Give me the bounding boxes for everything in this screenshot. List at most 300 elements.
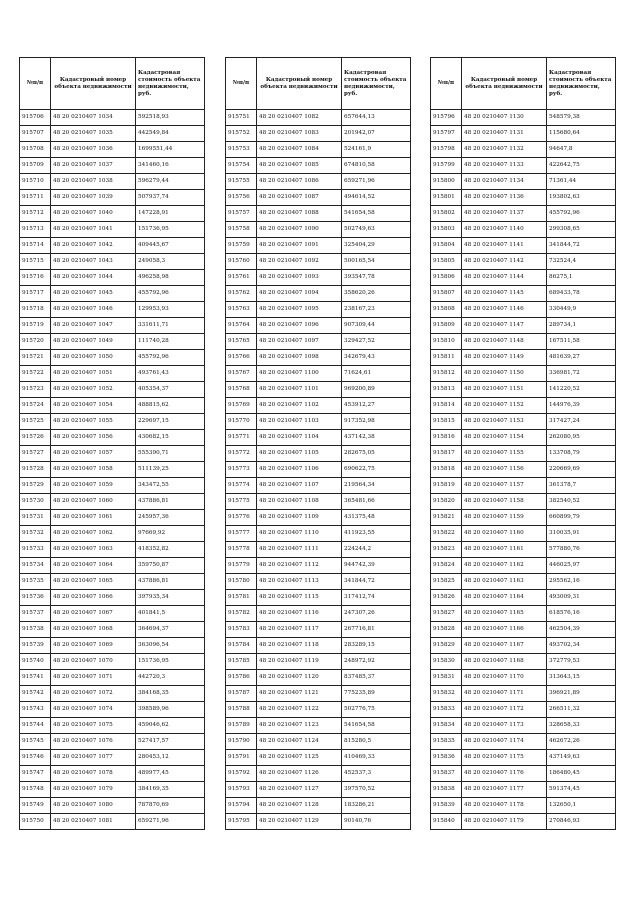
cadastral-value: 328658,33: [547, 718, 616, 734]
cadastral-value: 527417,57: [136, 734, 205, 750]
table-row: [431, 206, 616, 222]
cadastral-value: 401841,5: [136, 606, 205, 622]
cadastral-value: 248972,92: [342, 654, 411, 670]
table-row: [431, 126, 616, 142]
cadastral-number: 48 20 0210407 1154: [462, 430, 547, 446]
cadastral-value: 266511,32: [547, 702, 616, 718]
table-row: [226, 654, 411, 670]
cadastral-value: 289734,1: [547, 318, 616, 334]
cadastral-number: 48 20 0210407 1071: [51, 670, 136, 686]
table-row: [431, 622, 616, 638]
table-row: [431, 446, 616, 462]
row-number: 915755: [226, 174, 257, 190]
table-row: [226, 478, 411, 494]
cadastral-number: 48 20 0210407 1140: [462, 222, 547, 238]
cadastral-number: 48 20 0210407 1046: [51, 302, 136, 318]
cadastral-value: 511139,25: [136, 462, 205, 478]
cadastral-value: 229697,15: [136, 414, 205, 430]
row-number: 915781: [226, 590, 257, 606]
row-number: 915759: [226, 238, 257, 254]
row-number: 915765: [226, 334, 257, 350]
cadastral-number: 48 20 0210407 1117: [257, 622, 342, 638]
cadastral-value: 455792,96: [136, 286, 205, 302]
cadastral-value: 71624,61: [342, 366, 411, 382]
cadastral-value: 97669,92: [136, 526, 205, 542]
cadastral-number: 48 20 0210407 1087: [257, 190, 342, 206]
table-row: [226, 798, 411, 814]
row-number: 915829: [431, 638, 462, 654]
cadastral-value: 398589,96: [136, 702, 205, 718]
cadastral-value: 133708,79: [547, 446, 616, 462]
table-row: [20, 350, 205, 366]
row-number: 915767: [226, 366, 257, 382]
cadastral-value: 111740,28: [136, 334, 205, 350]
cadastral-number: 48 20 0210407 1147: [462, 318, 547, 334]
table-row: [431, 590, 616, 606]
cadastral-number: 48 20 0210407 1129: [257, 814, 342, 830]
cadastral-number: 48 20 0210407 1122: [257, 702, 342, 718]
table-row: [20, 718, 205, 734]
row-number: 915763: [226, 302, 257, 318]
table-row: [431, 414, 616, 430]
table-row: [226, 558, 411, 574]
row-number: 915720: [20, 334, 51, 350]
table-row: [431, 222, 616, 238]
row-number: 915800: [431, 174, 462, 190]
row-number: 915726: [20, 430, 51, 446]
row-number: 915749: [20, 798, 51, 814]
table-row: [431, 734, 616, 750]
row-number: 915806: [431, 270, 462, 286]
cadastral-number: 48 20 0210407 1105: [257, 446, 342, 462]
cadastral-number: 48 20 0210407 1063: [51, 542, 136, 558]
table-row: [20, 142, 205, 158]
table-row: [20, 814, 205, 830]
cadastral-value: 220669,69: [547, 462, 616, 478]
table-row: [20, 430, 205, 446]
row-number: 915771: [226, 430, 257, 446]
row-number: 915730: [20, 494, 51, 510]
table-row: [226, 366, 411, 382]
cadastral-value: 384169,35: [136, 782, 205, 798]
row-number: 915815: [431, 414, 462, 430]
table-row: [226, 318, 411, 334]
table-row: [431, 286, 616, 302]
cadastral-value: 452537,3: [342, 766, 411, 782]
row-number: 915719: [20, 318, 51, 334]
cadastral-number: 48 20 0210407 1059: [51, 478, 136, 494]
table-row: [431, 542, 616, 558]
cadastral-number: 48 20 0210407 1096: [257, 318, 342, 334]
row-number: 915724: [20, 398, 51, 414]
cadastral-value: 325404,29: [342, 238, 411, 254]
table-row: [20, 526, 205, 542]
cadastral-value: 147228,91: [136, 206, 205, 222]
cadastral-number: 48 20 0210407 1083: [257, 126, 342, 142]
cadastral-value: 689433,78: [547, 286, 616, 302]
cadastral-number: 48 20 0210407 1075: [51, 718, 136, 734]
cadastral-number: 48 20 0210407 1049: [51, 334, 136, 350]
row-number: 915722: [20, 366, 51, 382]
table-row: [431, 782, 616, 798]
cadastral-number: 48 20 0210407 1095: [257, 302, 342, 318]
row-number: 915743: [20, 702, 51, 718]
table-row: [431, 702, 616, 718]
cadastral-number: 48 20 0210407 1132: [462, 142, 547, 158]
cadastral-value: 224244,2: [342, 542, 411, 558]
row-number: 915753: [226, 142, 257, 158]
cadastral-number: 48 20 0210407 1039: [51, 190, 136, 206]
cadastral-value: 186480,45: [547, 766, 616, 782]
table-row: [226, 702, 411, 718]
table-row: [431, 750, 616, 766]
cadastral-value: 270846,93: [547, 814, 616, 830]
cadastral-number: 48 20 0210407 1127: [257, 782, 342, 798]
row-number: 915779: [226, 558, 257, 574]
cadastral-value: 502749,63: [342, 222, 411, 238]
cadastral-number: 48 20 0210407 1098: [257, 350, 342, 366]
table-row: [431, 190, 616, 206]
cadastral-value: 409445,67: [136, 238, 205, 254]
cadastral-value: 343472,55: [136, 478, 205, 494]
cadastral-number: 48 20 0210407 1040: [51, 206, 136, 222]
cadastral-value: 437886,81: [136, 574, 205, 590]
table-row: [20, 446, 205, 462]
table-row: [431, 158, 616, 174]
cadastral-number: 48 20 0210407 1051: [51, 366, 136, 382]
row-number: 915787: [226, 686, 257, 702]
row-number: 915729: [20, 478, 51, 494]
cadastral-value: 907309,44: [342, 318, 411, 334]
cadastral-value: 282675,05: [342, 446, 411, 462]
cadastral-value: 422642,75: [547, 158, 616, 174]
cadastral-value: 364694,37: [136, 622, 205, 638]
cadastral-value: 219564,34: [342, 478, 411, 494]
cadastral-value: 141220,52: [547, 382, 616, 398]
table-row: [226, 510, 411, 526]
row-number: 915748: [20, 782, 51, 798]
cadastral-number: 48 20 0210407 1044: [51, 270, 136, 286]
table-row: [20, 734, 205, 750]
row-number: 915756: [226, 190, 257, 206]
cadastral-number: 48 20 0210407 1141: [462, 238, 547, 254]
cadastral-number: 48 20 0210407 1121: [257, 686, 342, 702]
cadastral-value: 71361,44: [547, 174, 616, 190]
row-number: 915731: [20, 510, 51, 526]
table-row: [20, 382, 205, 398]
cadastral-number: 48 20 0210407 1155: [462, 446, 547, 462]
cadastral-number: 48 20 0210407 1065: [51, 574, 136, 590]
header-num: №п/п: [431, 58, 462, 110]
cadastral-value: 577880,76: [547, 542, 616, 558]
cadastral-value: 591374,45: [547, 782, 616, 798]
table-row: [20, 670, 205, 686]
cadastral-number: 48 20 0210407 1136: [462, 190, 547, 206]
table-row: [226, 686, 411, 702]
row-number: 915792: [226, 766, 257, 782]
row-number: 915818: [431, 462, 462, 478]
cadastral-number: 48 20 0210407 1090: [257, 222, 342, 238]
row-number: 915784: [226, 638, 257, 654]
row-number: 915707: [20, 126, 51, 142]
cadastral-number: 48 20 0210407 1156: [462, 462, 547, 478]
header-cadastral-number: Кадастровый номер объекта недвижимости: [51, 58, 136, 110]
row-number: 915760: [226, 254, 257, 270]
cadastral-number: 48 20 0210407 1151: [462, 382, 547, 398]
cadastral-table-3: [430, 57, 616, 830]
cadastral-value: 437149,63: [547, 750, 616, 766]
table-row: [20, 654, 205, 670]
row-number: 915826: [431, 590, 462, 606]
cadastral-number: 48 20 0210407 1159: [462, 510, 547, 526]
table-row: [431, 718, 616, 734]
table-row: [431, 814, 616, 830]
header-cadastral-value: Кадастровая стоимость объекта недвижимости, руб.: [136, 58, 205, 110]
cadastral-value: 247307,26: [342, 606, 411, 622]
cadastral-number: 48 20 0210407 1078: [51, 766, 136, 782]
row-number: 915782: [226, 606, 257, 622]
cadastral-value: 455792,96: [547, 206, 616, 222]
cadastral-number: 48 20 0210407 1118: [257, 638, 342, 654]
cadastral-number: 48 20 0210407 1165: [462, 606, 547, 622]
cadastral-value: 969200,89: [342, 382, 411, 398]
cadastral-number: 48 20 0210407 1164: [462, 590, 547, 606]
cadastral-value: 507937,74: [136, 190, 205, 206]
row-number: 915801: [431, 190, 462, 206]
cadastral-number: 48 20 0210407 1166: [462, 622, 547, 638]
row-number: 915837: [431, 766, 462, 782]
row-number: 915768: [226, 382, 257, 398]
row-number: 915797: [431, 126, 462, 142]
cadastral-number: 48 20 0210407 1043: [51, 254, 136, 270]
cadastral-number: 48 20 0210407 1062: [51, 526, 136, 542]
row-number: 915714: [20, 238, 51, 254]
table-row: [431, 318, 616, 334]
row-number: 915738: [20, 622, 51, 638]
table-row: [20, 686, 205, 702]
cadastral-number: 48 20 0210407 1125: [257, 750, 342, 766]
row-number: 915816: [431, 430, 462, 446]
row-number: 915820: [431, 494, 462, 510]
cadastral-value: 411923,55: [342, 526, 411, 542]
cadastral-number: 48 20 0210407 1035: [51, 126, 136, 142]
cadastral-value: 453912,27: [342, 398, 411, 414]
cadastral-number: 48 20 0210407 1142: [462, 254, 547, 270]
cadastral-number: 48 20 0210407 1109: [257, 510, 342, 526]
cadastral-value: 659271,96: [342, 174, 411, 190]
row-number: 915757: [226, 206, 257, 222]
row-number: 915716: [20, 270, 51, 286]
row-number: 915721: [20, 350, 51, 366]
table-row: [20, 510, 205, 526]
cadastral-value: 917352,98: [342, 414, 411, 430]
cadastral-number: 48 20 0210407 1061: [51, 510, 136, 526]
cadastral-value: 397935,34: [136, 590, 205, 606]
cadastral-number: 48 20 0210407 1103: [257, 414, 342, 430]
cadastral-value: 787870,69: [136, 798, 205, 814]
row-number: 915723: [20, 382, 51, 398]
row-number: 915808: [431, 302, 462, 318]
cadastral-number: 48 20 0210407 1091: [257, 238, 342, 254]
header-cadastral-number: Кадастровый номер объекта недвижимости: [257, 58, 342, 110]
cadastral-number: 48 20 0210407 1146: [462, 302, 547, 318]
cadastral-value: 659271,96: [136, 814, 205, 830]
cadastral-value: 129953,93: [136, 302, 205, 318]
cadastral-number: 48 20 0210407 1076: [51, 734, 136, 750]
table-row: [20, 398, 205, 414]
table-row: [431, 606, 616, 622]
table-row: [226, 142, 411, 158]
cadastral-value: 393547,78: [342, 270, 411, 286]
row-number: 915772: [226, 446, 257, 462]
table-row: [20, 334, 205, 350]
row-number: 915774: [226, 478, 257, 494]
cadastral-number: 48 20 0210407 1104: [257, 430, 342, 446]
table-row: [226, 590, 411, 606]
cadastral-value: 317427,24: [547, 414, 616, 430]
cadastral-value: 363096,54: [136, 638, 205, 654]
table-row: [20, 318, 205, 334]
cadastral-number: 48 20 0210407 1145: [462, 286, 547, 302]
cadastral-number: 48 20 0210407 1080: [51, 798, 136, 814]
cadastral-value: 657644,13: [342, 110, 411, 126]
row-number: 915776: [226, 510, 257, 526]
cadastral-value: 359750,87: [136, 558, 205, 574]
cadastral-value: 151736,95: [136, 222, 205, 238]
row-number: 915718: [20, 302, 51, 318]
row-number: 915710: [20, 174, 51, 190]
cadastral-value: 201942,07: [342, 126, 411, 142]
cadastral-value: 618576,16: [547, 606, 616, 622]
table-row: [431, 366, 616, 382]
cadastral-number: 48 20 0210407 1150: [462, 366, 547, 382]
cadastral-number: 48 20 0210407 1152: [462, 398, 547, 414]
cadastral-number: 48 20 0210407 1133: [462, 158, 547, 174]
row-number: 915789: [226, 718, 257, 734]
cadastral-number: 48 20 0210407 1056: [51, 430, 136, 446]
row-number: 915795: [226, 814, 257, 830]
cadastral-number: 48 20 0210407 1066: [51, 590, 136, 606]
cadastral-number: 48 20 0210407 1107: [257, 478, 342, 494]
row-number: 915725: [20, 414, 51, 430]
cadastral-value: 115680,64: [547, 126, 616, 142]
row-number: 915811: [431, 350, 462, 366]
table-row: [20, 766, 205, 782]
row-number: 915746: [20, 750, 51, 766]
table-row: [226, 734, 411, 750]
cadastral-value: 431375,48: [342, 510, 411, 526]
table-row: [226, 126, 411, 142]
row-number: 915825: [431, 574, 462, 590]
row-number: 915812: [431, 366, 462, 382]
table-row: [226, 606, 411, 622]
table-row: [431, 526, 616, 542]
table-row: [226, 254, 411, 270]
cadastral-number: 48 20 0210407 1108: [257, 494, 342, 510]
cadastral-number: 48 20 0210407 1041: [51, 222, 136, 238]
row-number: 915734: [20, 558, 51, 574]
cadastral-value: 336981,72: [547, 366, 616, 382]
cadastral-value: 410469,33: [342, 750, 411, 766]
table-row: [226, 494, 411, 510]
table-header-row: [20, 58, 205, 110]
row-number: 915778: [226, 542, 257, 558]
cadastral-value: 384168,35: [136, 686, 205, 702]
cadastral-value: 442549,84: [136, 126, 205, 142]
row-number: 915788: [226, 702, 257, 718]
cadastral-value: 151736,95: [136, 654, 205, 670]
table-row: [431, 110, 616, 126]
table-row: [20, 574, 205, 590]
table-row: [431, 254, 616, 270]
row-number: 915805: [431, 254, 462, 270]
cadastral-value: 238167,23: [342, 302, 411, 318]
cadastral-number: 48 20 0210407 1082: [257, 110, 342, 126]
table-row: [226, 190, 411, 206]
cadastral-number: 48 20 0210407 1097: [257, 334, 342, 350]
cadastral-value: 382540,52: [547, 494, 616, 510]
row-number: 915838: [431, 782, 462, 798]
cadastral-number: 48 20 0210407 1074: [51, 702, 136, 718]
cadastral-number: 48 20 0210407 1157: [462, 478, 547, 494]
table-row: [20, 542, 205, 558]
table-row: [431, 430, 616, 446]
cadastral-number: 48 20 0210407 1094: [257, 286, 342, 302]
cadastral-value: 358620,26: [342, 286, 411, 302]
table-row: [431, 238, 616, 254]
table-row: [431, 558, 616, 574]
cadastral-value: 310035,91: [547, 526, 616, 542]
table-row: [20, 174, 205, 190]
table-row: [431, 142, 616, 158]
table-row: [226, 638, 411, 654]
row-number: 915799: [431, 158, 462, 174]
table-row: [431, 174, 616, 190]
cadastral-value: 462672,26: [547, 734, 616, 750]
table-row: [431, 574, 616, 590]
cadastral-number: 48 20 0210407 1052: [51, 382, 136, 398]
cadastral-value: 341844,72: [342, 574, 411, 590]
table-row: [226, 814, 411, 830]
cadastral-number: 48 20 0210407 1038: [51, 174, 136, 190]
table-row: [226, 350, 411, 366]
row-number: 915791: [226, 750, 257, 766]
table-row: [20, 478, 205, 494]
row-number: 915796: [431, 110, 462, 126]
cadastral-value: 494614,52: [342, 190, 411, 206]
table-row: [226, 286, 411, 302]
header-cadastral-value: Кадастровая стоимость объекта недвижимости, руб.: [342, 58, 411, 110]
cadastral-number: 48 20 0210407 1034: [51, 110, 136, 126]
cadastral-number: 48 20 0210407 1176: [462, 766, 547, 782]
row-number: 915712: [20, 206, 51, 222]
table-row: [20, 302, 205, 318]
row-number: 915735: [20, 574, 51, 590]
table-row: [226, 222, 411, 238]
row-number: 915758: [226, 222, 257, 238]
row-number: 915780: [226, 574, 257, 590]
cadastral-number: 48 20 0210407 1137: [462, 206, 547, 222]
row-number: 915830: [431, 654, 462, 670]
row-number: 915750: [20, 814, 51, 830]
row-number: 915775: [226, 494, 257, 510]
cadastral-value: 462504,39: [547, 622, 616, 638]
table-row: [226, 782, 411, 798]
cadastral-value: 193802,63: [547, 190, 616, 206]
header-num: №п/п: [226, 58, 257, 110]
row-number: 915836: [431, 750, 462, 766]
cadastral-number: 48 20 0210407 1079: [51, 782, 136, 798]
